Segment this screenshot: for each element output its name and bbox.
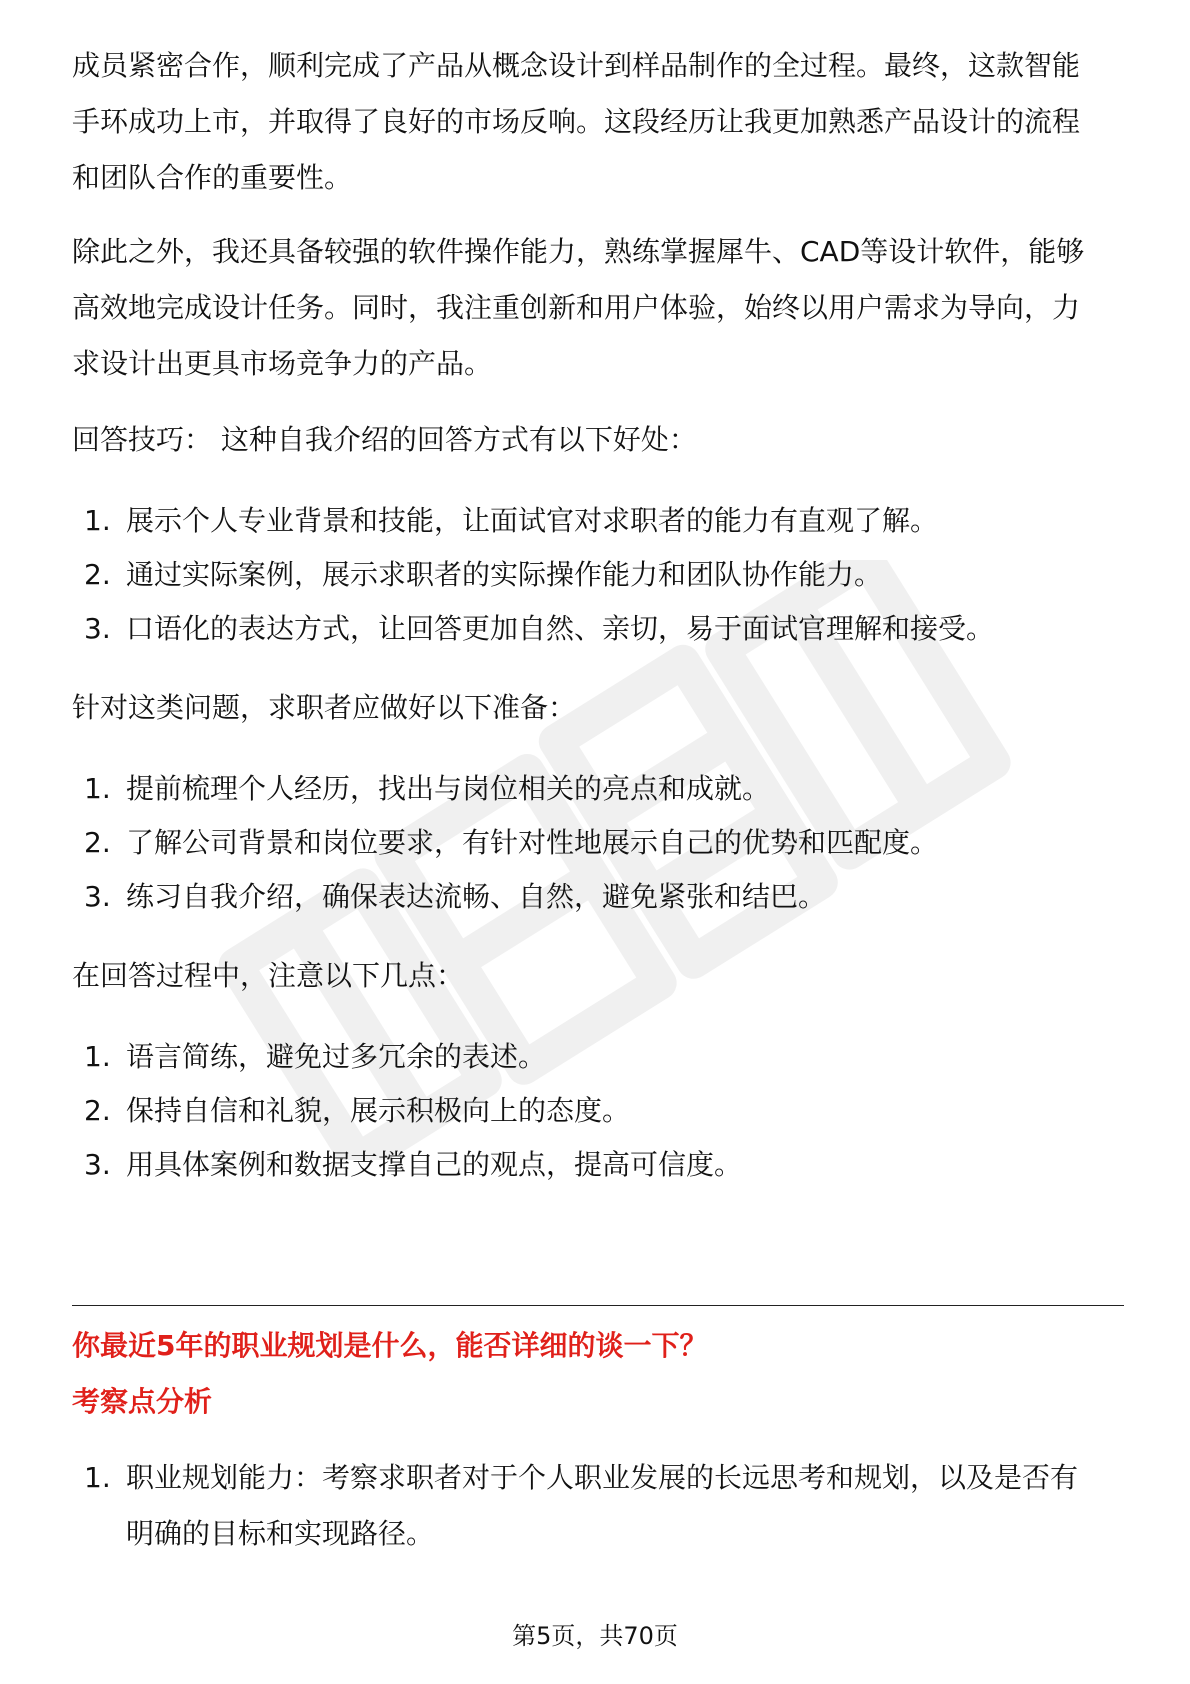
paragraph-project-outcome (72, 38, 1122, 206)
list-item-note (84, 1137, 1124, 1193)
list-number: 1. (84, 1040, 111, 1073)
list-item-preparation (84, 869, 1124, 925)
list-text: 通过实际案例，展示求职者的实际操作能力和团队协作能力。 (126, 558, 883, 591)
paragraph-software-skills (72, 224, 1122, 392)
question-title: 你最近5年的职业规划是什么，能否详细的谈一下？ (72, 1329, 708, 1362)
list-item-preparation (84, 815, 1124, 871)
list-text (126, 1450, 1078, 1562)
process-intro (72, 948, 1122, 1004)
analysis-heading: 考察点分析 (72, 1385, 213, 1418)
list-number: 1. (84, 772, 111, 805)
process-intro-text: 在回答过程中，注意以下几点： (72, 959, 465, 992)
list-text: 语言简练，避免过多冗余的表述。 (126, 1040, 547, 1073)
list-number: 3. (84, 1148, 111, 1181)
paragraph-line: 手环成功上市，并取得了良好的市场反响。这段经历让我更加熟悉产品设计的流程 (72, 105, 1081, 138)
list-number: 1. (84, 1461, 111, 1494)
preparation-intro-text: 针对这类问题，求职者应做好以下准备： (72, 691, 577, 724)
list-text-line: 明确的目标和实现路径。 (126, 1517, 435, 1550)
list-text: 了解公司背景和岗位要求，有针对性地展示自己的优势和匹配度。 (126, 826, 939, 859)
list-number: 2. (84, 826, 111, 859)
list-text: 用具体案例和数据支撑自己的观点，提高可信度。 (126, 1148, 743, 1181)
page-number: 第5页，共70页 (512, 1622, 678, 1650)
paragraph-line: 除此之外，我还具备较强的软件操作能力，熟练掌握犀牛、CAD等设计软件，能够 (72, 235, 1085, 268)
list-number: 2. (84, 558, 111, 591)
list-number: 2. (84, 1094, 111, 1127)
section-divider (72, 1305, 1124, 1306)
list-number: 1. (84, 504, 111, 537)
list-number: 3. (84, 612, 111, 645)
preparation-intro (72, 680, 1122, 736)
list-text: 提前梳理个人经历，找出与岗位相关的亮点和成就。 (126, 772, 771, 805)
list-text: 展示个人专业背景和技能，让面试官对求职者的能力有直观了解。 (126, 504, 939, 537)
list-text: 练习自我介绍，确保表达流畅、自然，避免紧张和结巴。 (126, 880, 827, 913)
paragraph-line: 求设计出更具市场竞争力的产品。 (72, 347, 493, 380)
list-item-preparation (84, 761, 1124, 817)
list-text-line: 职业规划能力：考察求职者对于个人职业发展的长远思考和规划，以及是否有 (126, 1461, 1079, 1494)
tips-intro-text: 回答技巧： 这种自我介绍的回答方式有以下好处： (72, 423, 697, 456)
list-item-benefit (84, 601, 1124, 657)
list-number: 3. (84, 880, 111, 913)
tips-intro (72, 412, 1122, 468)
paragraph-line: 和团队合作的重要性。 (72, 161, 353, 194)
paragraph-line: 成员紧密合作，顺利完成了产品从概念设计到样品制作的全过程。最终，这款智能 (72, 49, 1081, 82)
list-item-benefit (84, 547, 1124, 603)
list-item-benefit (84, 493, 1124, 549)
list-item-note (84, 1083, 1124, 1139)
list-item-analysis (84, 1450, 1124, 1562)
list-text: 口语化的表达方式，让回答更加自然、亲切，易于面试官理解和接受。 (126, 612, 995, 645)
paragraph-line: 高效地完成设计任务。同时，我注重创新和用户体验，始终以用户需求为导向，力 (72, 291, 1081, 324)
list-text: 保持自信和礼貌，展示积极向上的态度。 (126, 1094, 631, 1127)
list-item-note (84, 1029, 1124, 1085)
